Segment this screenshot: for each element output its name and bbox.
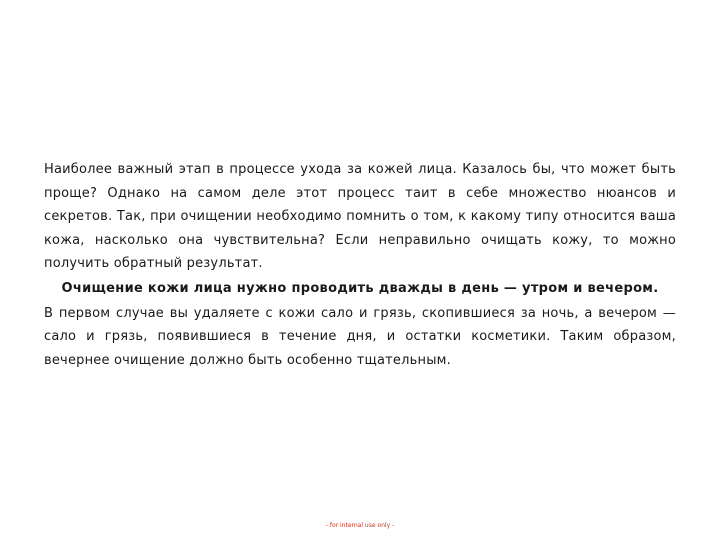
intro-paragraph: Наиболее важный этап в процессе ухода за кожей лица. Казалось бы, что может быть проще? Однако на самом деле этот процесс таит в себе множество нюансов и секретов. Так, при очищении необходимо помнить о том, к какому типу относится ваша кожа, насколько она чувствительна? Если неправильно очищать кожу, то можно получить обратный результат. [44,162,676,271]
footer-note: - for internal use only - [325,522,395,529]
highlight-paragraph: Очищение кожи лица нужно проводить дважды в день — утром и вечером. [61,280,659,296]
text-content [44,158,676,372]
details-paragraph: В первом случае вы удаляете с кожи сало и грязь, скопившиеся за ночь, а вечером — сало и грязь, появившиеся в течение дня, и остатки косметики. Таким образом, вечернее очищение должно быть особенно тщательным. [44,305,676,368]
